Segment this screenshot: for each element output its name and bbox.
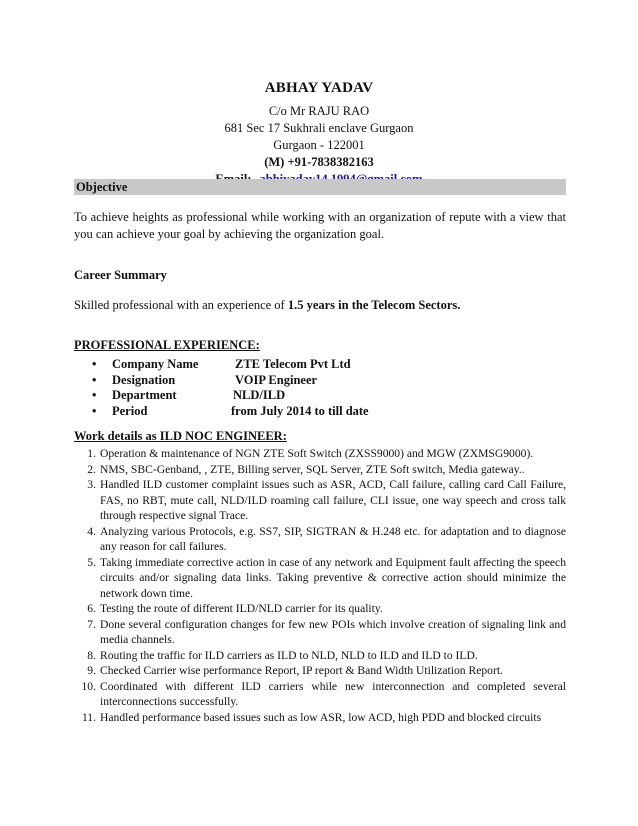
work-item xyxy=(74,648,566,664)
work-item-text: Checked Carrier wise performance Report, IP report & Band Width Utilization Report. xyxy=(100,664,503,677)
objective-text: To achieve heights as professional while working with an organization of repute with a view that you can achieve your goal by achieving the organization goal. xyxy=(74,210,566,241)
career-summary-prefix: Skilled professional with an experience of xyxy=(74,298,288,312)
bullet-icon: • xyxy=(92,388,97,402)
work-item xyxy=(74,679,566,710)
experience-value: VOIP Engineer xyxy=(235,372,318,387)
career-summary-text xyxy=(74,297,566,314)
work-item-text: Routing the traffic for ILD carriers as ILD to NLD, NLD to ILD and ILD to ILD. xyxy=(100,648,478,662)
experience-label: Designation xyxy=(112,372,176,387)
work-item-number: 2. xyxy=(87,462,96,476)
work-item xyxy=(74,446,566,462)
work-details-list xyxy=(74,446,566,725)
work-details-heading: Work details as ILD NOC ENGINEER: xyxy=(74,429,287,443)
experience-label: Department xyxy=(112,388,177,402)
career-summary-heading: Career Summary xyxy=(74,268,167,282)
work-item-number: 1. xyxy=(87,447,96,460)
work-item-text: Coordinated with different ILD carriers while new interconnection and completed several interconnections successfully. xyxy=(100,679,566,708)
address-line-1: 681 Sec 17 Sukhrali enclave Gurgaon xyxy=(224,121,414,135)
work-item-number: 6. xyxy=(87,602,96,615)
address-line-2: Gurgaon - 122001 xyxy=(273,138,365,152)
work-item-text: Done several configuration changes for few new POIs which involve creation of signaling link and media channels. xyxy=(100,617,566,646)
work-item-text: Taking immediate corrective action in case of any network and Equipment fault affecting the speech circuits and/or signaling data links. Taking preventive & corrective action should minimize the network down time. xyxy=(100,555,566,600)
care-of-line: C/o Mr RAJU RAO xyxy=(268,104,370,118)
work-item-number: 5. xyxy=(87,555,96,569)
resume-header xyxy=(0,80,638,188)
bullet-icon: • xyxy=(92,357,97,371)
experience-label: Company Name xyxy=(112,357,199,371)
work-item-text: Analyzing various Protocols, e.g. SS7, SIP, SIGTRAN & H.248 etc. for adaptation and to diagnose any reason for call failures. xyxy=(100,524,566,553)
experience-heading: PROFESSIONAL EXPERIENCE: xyxy=(74,338,260,352)
work-item xyxy=(74,477,566,524)
bullet-icon: • xyxy=(92,372,97,387)
experience-value: ZTE Telecom Pvt Ltd xyxy=(235,357,351,371)
work-item-text: Handled ILD customer complaint issues such as ASR, ACD, Call failure, calling card Call Failure, FAS, no RBT, mute call, NLD/ILD roaming call failure, CLI issue, one way speech and cross talk through respective signal Trace. xyxy=(100,478,566,522)
work-item-number: 10. xyxy=(81,679,96,693)
mobile-number: (M) +91-7838382163 xyxy=(264,155,374,169)
work-item-number: 4. xyxy=(87,524,96,538)
work-item xyxy=(74,524,566,555)
work-item xyxy=(74,555,566,602)
objective-heading: Objective xyxy=(74,179,566,195)
work-item-number: 11. xyxy=(81,710,96,724)
work-item xyxy=(74,462,566,478)
work-item xyxy=(74,710,566,726)
work-item-number: 9. xyxy=(87,664,96,677)
work-item xyxy=(74,601,566,617)
work-item-number: 7. xyxy=(87,617,96,631)
work-item-number: 8. xyxy=(87,648,96,662)
work-item xyxy=(74,663,566,679)
experience-label: Period xyxy=(112,403,148,418)
work-item-text: Operation & maintenance of NGN ZTE Soft Switch (ZXSS9000) and MGW (ZXMSG9000). xyxy=(100,447,534,460)
work-item-number: 3. xyxy=(87,478,96,491)
experience-value: NLD/ILD xyxy=(233,388,286,402)
work-item-text: Testing the route of different ILD/NLD carrier for its quality. xyxy=(100,602,383,615)
candidate-name: ABHAY YADAV xyxy=(264,80,374,96)
bullet-icon: • xyxy=(92,403,97,418)
work-item xyxy=(74,617,566,648)
work-item-text: Handled performance based issues such as low ASR, low ACD, high PDD and blocked circuits xyxy=(100,710,542,724)
experience-value: from July 2014 to till date xyxy=(231,403,369,418)
work-item-text: NMS, SBC-Genband, , ZTE, Billing server, SQL Server, ZTE Soft switch, Media gateway.. xyxy=(100,462,525,476)
career-summary-emphasis: 1.5 years in the Telecom Sectors. xyxy=(287,298,461,312)
